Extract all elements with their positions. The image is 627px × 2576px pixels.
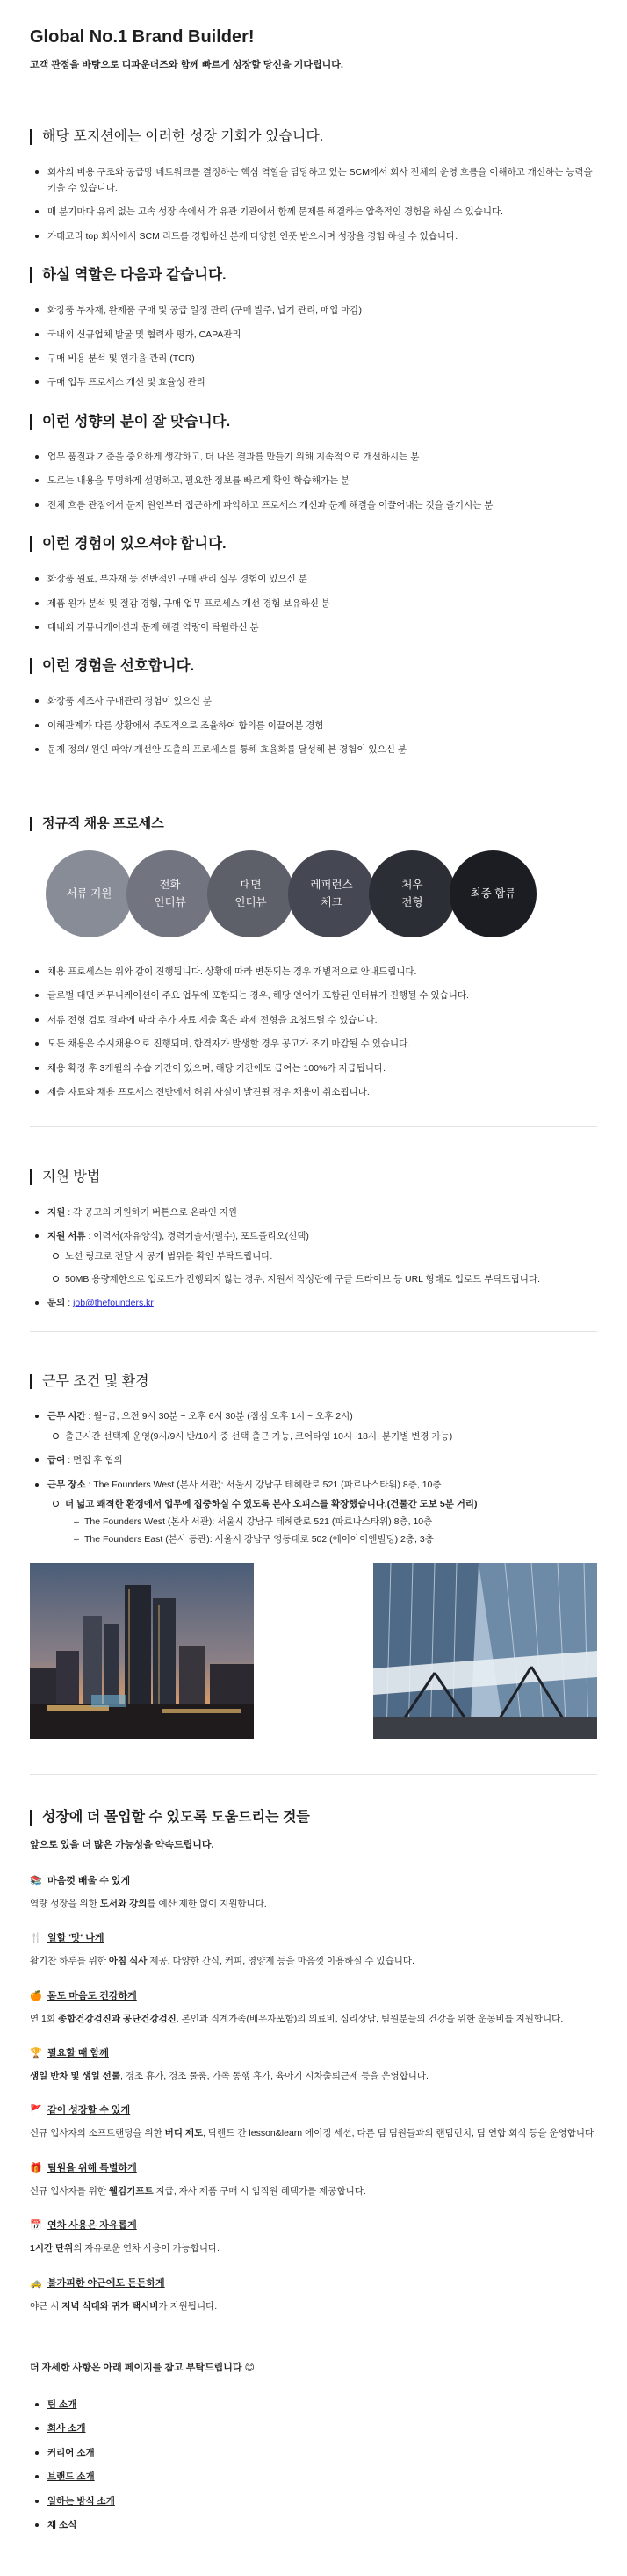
section-role — [30, 267, 597, 391]
list-item: 화장품 제조사 구매관리 경험이 있으신 분 — [30, 693, 597, 709]
list-item: 제품 원가 분석 및 절감 경험, 구매 업무 프로세스 개선 경험 보유하신 분 — [30, 596, 597, 611]
list-item: 문의 : job@thefounders.kr — [30, 1295, 597, 1311]
perk-desc: , 경조 휴가, 경조 물품, 가족 동행 휴가, 육아기 시차출퇴근제 등을 운영합니다. — [119, 2070, 429, 2081]
perk-health — [30, 1989, 597, 2027]
step-label: 인터뷰 — [234, 895, 267, 908]
perk-meals — [30, 1931, 597, 1969]
perk-leave — [30, 2218, 597, 2256]
list-item: 이해관계가 다른 상황에서 주도적으로 조율하여 합의를 이끌어본 경험 — [30, 718, 597, 734]
process-step-final — [450, 850, 537, 937]
list-item — [30, 1228, 597, 1287]
perk-desc: 신규 입사자를 위한 — [30, 2185, 109, 2196]
section-fit — [30, 414, 597, 513]
perk-desc-strong: 웰컴기프트 — [108, 2185, 154, 2196]
section-title: 근무 조건 및 환경 — [30, 1374, 597, 1390]
perk-desc: 를 예산 제한 없이 지원합니다. — [147, 1898, 267, 1909]
item-text: : 각 공고의 지원하기 버튼으로 온라인 지원 — [68, 1206, 238, 1218]
perk-desc: , 본인과 직계가족(배우자포함)의 의료비, 심리상담, 팀원분들의 건강을 위한 운동비를 지원합니다. — [176, 2013, 564, 2024]
section-apply — [30, 1169, 597, 1311]
item-label: 근무 시간 — [47, 1411, 86, 1422]
perk-desc: 야근 시 — [30, 2300, 62, 2312]
perk-learning — [30, 1874, 597, 1912]
section-title: 정규직 채용 프로세스 — [30, 817, 597, 832]
list-item — [30, 1477, 597, 1548]
perk-title: 일할 '맛' 나게 — [47, 1933, 104, 1944]
step-label: 대면 — [240, 879, 262, 892]
sub-item-text: 더 넓고 쾌적한 환경에서 업무에 집중하실 수 있도록 본사 오피스를 확장했습니다.(건물간 도보 5분 거리) — [65, 1498, 478, 1509]
step-label: 서류 지원 — [66, 886, 112, 900]
contact-email-link[interactable]: job@thefounders.kr — [73, 1298, 154, 1309]
section-title: 지원 방법 — [30, 1169, 597, 1185]
step-label: 최종 합류 — [470, 886, 516, 900]
divider — [30, 1774, 597, 1775]
list-item: 문제 정의/ 원인 파악/ 개선안 도출의 프로세스를 통해 효율화를 달성해 본 경험이 있으신 분 — [30, 742, 597, 757]
item-label: 근무 장소 — [47, 1479, 86, 1490]
perk-desc: 역량 성장을 위한 — [30, 1898, 100, 1909]
item-text: : 월~금, 오전 9시 30분 ~ 오후 6시 30분 (점심 오후 1시 ~ 오후 2시) — [88, 1411, 353, 1422]
calendar-icon: 📅 — [30, 2220, 42, 2232]
perk-desc: 연 1회 — [30, 2013, 58, 2024]
perk-desc: 신규 입사자의 소프트랜딩을 위한 — [30, 2128, 165, 2139]
section-more — [30, 2361, 597, 2533]
list-item: 화장품 부자재, 완제품 구매 및 공급 일정 관리 (구매 발주, 납기 관리, 매입 마감) — [30, 302, 597, 318]
perk-title: 불가피한 야근에도 든든하게 — [47, 2277, 165, 2289]
list-item: 카테고리 top 회사에서 SCM 리드를 경험하신 분께 다양한 인풋 받으시며 성장을 경험 하실 수 있습니다. — [30, 228, 597, 244]
perk-title: 연차 사용은 자유롭게 — [47, 2220, 137, 2232]
sub-item — [47, 1496, 597, 1547]
list-item: 화장품 원료, 부자재 등 전반적인 구매 관리 실무 경험이 있으신 분 — [30, 571, 597, 587]
step-label: 인터뷰 — [154, 895, 186, 908]
office-photo-building — [373, 1563, 597, 1739]
process-step-phone-interview — [126, 850, 213, 937]
step-label: 체크 — [321, 895, 342, 908]
section-opportunity — [30, 129, 597, 244]
perk-desc: 제공, 다양한 간식, 커피, 영양제 등을 마음껏 이용하실 수 있습니다. — [147, 1956, 414, 1967]
perk-desc-strong: 아침 식사 — [108, 1956, 148, 1967]
page-title: Global No.1 Brand Builder! — [30, 27, 255, 47]
books-icon: 📚 — [30, 1875, 42, 1886]
page-subtitle: 고객 관점을 바탕으로 디파운더즈와 함께 빠르게 성장할 당신을 기다립니다. — [30, 60, 343, 70]
link-company[interactable]: 회사 소개 — [30, 2420, 597, 2436]
more-title: 더 자세한 사항은 아래 페이지를 참고 부탁드립니다 😊 — [30, 2363, 256, 2374]
link-work-style[interactable]: 일하는 방식 소개 — [30, 2493, 597, 2509]
perk-gifts — [30, 2161, 597, 2199]
perk-desc-strong: 저녁 식대와 귀가 택시비 — [61, 2300, 159, 2312]
perk-title: 같이 성장할 수 있게 — [47, 2105, 131, 2117]
building-image — [373, 1563, 597, 1739]
perk-title: 팀원을 위해 특별하게 — [47, 2162, 137, 2174]
perk-desc-strong: 버디 제도 — [164, 2128, 204, 2139]
section-work-conditions — [30, 1374, 597, 1739]
item-text: : 면접 후 협의 — [68, 1455, 123, 1466]
link-brand[interactable]: 브랜드 소개 — [30, 2469, 597, 2485]
divider — [30, 1126, 597, 1127]
perk-desc: 의 자유로운 연차 사용이 가능합니다. — [73, 2243, 220, 2254]
sub-item: 50MB 용량제한으로 업로드가 진행되지 않는 경우, 지원서 작성란에 구글 드라이브 등 URL 형태로 업로드 부탁드립니다. — [47, 1271, 597, 1287]
item-label: 급여 — [47, 1455, 66, 1466]
section-process — [30, 817, 597, 1101]
section-title: 해당 포지션에는 이러한 성장 기회가 있습니다. — [30, 129, 597, 145]
perks-subtitle: 앞으로 있을 더 많은 가능성을 약속드립니다. — [30, 1839, 214, 1850]
list-item: 글로벌 대면 커뮤니케이션이 주요 업무에 포함되는 경우, 해당 언어가 포함된 인터뷰가 진행될 수 있습니다. — [30, 988, 597, 1003]
dash-item: – The Founders East (본사 동관): 서울시 강남구 영동대로 502 (에이아이앤빌딩) 2층, 3층 — [65, 1531, 597, 1547]
process-steps — [46, 850, 597, 937]
list-item — [30, 1408, 597, 1444]
section-perks — [30, 1810, 597, 2314]
perk-desc-strong: 도서와 강의 — [99, 1898, 148, 1909]
list-item: 구매 업무 프로세스 개선 및 효율성 관리 — [30, 374, 597, 390]
step-label: 처우 — [401, 879, 423, 892]
process-step-reference-check — [288, 850, 375, 937]
section-title: 성장에 더 몰입할 수 있도록 도움드리는 것들 — [30, 1810, 597, 1826]
step-label: 전형 — [401, 895, 423, 908]
step-label: 레퍼런스 — [310, 879, 353, 892]
dash-item: – The Founders West (본사 서관): 서울시 강남구 테헤란로 521 (파르나스타워) 8층, 10층 — [65, 1514, 597, 1530]
process-step-apply — [46, 850, 133, 937]
list-item: 매 분기마다 유례 없는 고속 성장 속에서 각 유관 기관에서 함께 문제를 해결하는 압축적인 경험을 하실 수 있습니다. — [30, 204, 597, 220]
perk-desc: 활기찬 하루를 위한 — [30, 1956, 109, 1967]
list-item: 서류 전형 검토 결과에 따라 추가 자료 제출 혹은 과제 전형을 요청드릴 수 있습니다. — [30, 1012, 597, 1028]
section-requirements — [30, 536, 597, 635]
list-item: 국내외 신규업체 발굴 및 협력사 평가, CAPA관리 — [30, 327, 597, 343]
list-item: 채용 프로세스는 위와 같이 진행됩니다. 상황에 따라 변동되는 경우 개별적으로 안내드립니다. — [30, 964, 597, 980]
item-text: : The Founders West (본사 서관): 서울시 강남구 테헤란로 521 (파르나스타워) 8층, 10층 — [88, 1479, 442, 1490]
item-label: 지원 — [47, 1206, 66, 1218]
orange-icon: 🍊 — [30, 1990, 42, 2001]
sub-item: 출근시간 선택제 운영(9시/9시 반/10시 중 선택 출근 가능, 코어타임 10시~18시, 분기별 변경 가능) — [47, 1429, 597, 1444]
list-item — [30, 1452, 597, 1468]
link-team[interactable]: 팀 소개 — [30, 2397, 597, 2413]
perk-desc: 지급, 자사 제품 구매 시 임직원 혜택가를 제공합니다. — [153, 2185, 366, 2196]
list-item: 전체 흐름 관점에서 문제 원인부터 접근하게 파악하고 프로세스 개선과 문제 해결을 이끌어내는 것을 즐기시는 분 — [30, 497, 597, 513]
fork-icon: 🍴 — [30, 1933, 42, 1944]
list-item: 구매 비용 분석 및 원가율 관리 (TCR) — [30, 351, 597, 366]
list-item — [30, 1205, 597, 1220]
perk-together — [30, 2046, 597, 2084]
gift-icon: 🎁 — [30, 2162, 42, 2174]
list-item: 제출 자료와 채용 프로세스 전반에서 허위 사실이 발견될 경우 채용이 취소됩니다. — [30, 1084, 597, 1100]
perk-desc: , 탁렌드 간 lesson&learn 에이징 세션, 다른 팀 팀원들과의 랜덤런치, 팀 연합 회식 등을 운영합니다. — [203, 2128, 597, 2139]
trophy-icon: 🏆 — [30, 2047, 42, 2059]
list-item: 업무 품질과 기준을 중요하게 생각하고, 더 나은 결과를 만들기 위해 지속적으로 개선하시는 분 — [30, 449, 597, 465]
list-item: 대내외 커뮤니케이션과 문제 해결 역량이 탁월하신 분 — [30, 619, 597, 635]
office-photos — [30, 1563, 597, 1739]
perk-overtime — [30, 2276, 597, 2314]
item-label: 문의 — [47, 1298, 66, 1309]
section-title: 이런 경험이 있으셔야 합니다. — [30, 536, 597, 552]
list-item: 모든 채용은 수시채용으로 진행되며, 합격자가 발생할 경우 공고가 조기 마감될 수 있습니다. — [30, 1036, 597, 1052]
flag-icon: 🚩 — [30, 2105, 42, 2117]
taxi-icon: 🚕 — [30, 2277, 42, 2289]
link-career[interactable]: 커리어 소개 — [30, 2445, 597, 2461]
perk-title: 몸도 마음도 건강하게 — [47, 1990, 137, 2001]
perk-desc-strong: 1시간 단위 — [30, 2243, 74, 2254]
process-step-interview — [207, 850, 294, 937]
skyline-image — [30, 1563, 254, 1739]
perk-title: 마음껏 배울 수 있게 — [47, 1875, 131, 1886]
process-step-offer — [369, 850, 456, 937]
divider — [30, 1331, 597, 1332]
section-preferred — [30, 658, 597, 757]
perk-title: 필요할 때 함께 — [47, 2047, 109, 2059]
section-title: 이런 성향의 분이 잘 맞습니다. — [30, 414, 597, 430]
step-label: 전화 — [159, 879, 181, 892]
sub-item: 노션 링크로 전달 시 공개 범위를 확인 부탁드립니다. — [47, 1248, 597, 1264]
link-news[interactable]: 채 소식 — [30, 2517, 597, 2533]
section-title: 이런 경험을 선호합니다. — [30, 658, 597, 674]
perk-desc-strong: 종합건강검진과 공단건강검진 — [57, 2013, 177, 2024]
office-photo-skyline — [30, 1563, 254, 1739]
list-item: 모르는 내용을 투명하게 설명하고, 필요한 정보를 빠르게 확인·학습해가는 분 — [30, 473, 597, 488]
section-title: 하실 역할은 다음과 같습니다. — [30, 267, 597, 283]
list-item: 채용 확정 후 3개월의 수습 기간이 있으며, 해당 기간에도 급여는 100%가 지급됩니다. — [30, 1060, 597, 1076]
item-text: : 이력서(자유양식), 경력기술서(필수), 포트폴리오(선택) — [88, 1231, 309, 1242]
list-item: 회사의 비용 구조와 공급망 네트워크를 결정하는 핵심 역할을 담당하고 있는 SCM에서 회사 전체의 운영 흐름을 이해하고 개선하는 능력을 키울 수 있습니다. — [30, 164, 597, 197]
item-label: 지원 서류 — [47, 1231, 86, 1242]
perk-growth — [30, 2103, 597, 2141]
perk-desc-strong: 생일 반차 및 생일 선물 — [30, 2070, 120, 2081]
perk-desc: 가 지원됩니다. — [158, 2300, 218, 2312]
